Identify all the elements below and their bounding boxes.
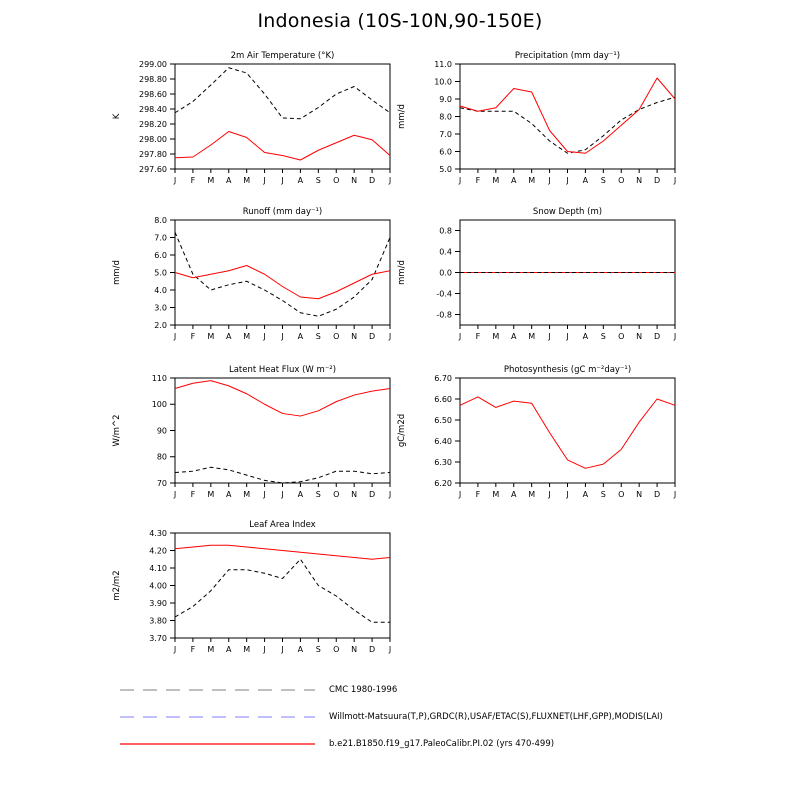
svg-text:J: J <box>458 176 462 185</box>
svg-text:N: N <box>636 332 643 341</box>
svg-text:J: J <box>673 332 677 341</box>
svg-text:A: A <box>582 332 589 341</box>
svg-text:M: M <box>243 332 251 341</box>
svg-text:-0.8: -0.8 <box>436 310 452 320</box>
svg-text:K: K <box>112 113 122 120</box>
svg-text:A: A <box>226 176 232 185</box>
svg-text:W/m^2: W/m^2 <box>112 414 122 447</box>
svg-text:6.0: 6.0 <box>154 250 167 260</box>
svg-text:3.70: 3.70 <box>149 633 167 643</box>
svg-text:J: J <box>548 332 551 341</box>
svg-text:N: N <box>351 332 358 341</box>
svg-text:D: D <box>653 176 661 185</box>
legend-label: CMC 1980-1996 <box>329 684 398 695</box>
legend-line-dashed-blue <box>120 712 315 722</box>
svg-text:M: M <box>207 176 215 185</box>
svg-text:4.00: 4.00 <box>149 581 167 591</box>
legend-label: b.e21.B1850.f19_g17.PaleoCalibr.PI.02 (yrs 470-499) <box>329 738 555 749</box>
svg-text:A: A <box>226 645 232 654</box>
svg-text:M: M <box>492 332 500 341</box>
svg-text:297.80: 297.80 <box>139 149 167 159</box>
svg-text:J: J <box>388 176 392 185</box>
svg-text:D: D <box>368 176 376 185</box>
svg-text:mm/d: mm/d <box>397 104 407 129</box>
svg-text:6.30: 6.30 <box>434 457 452 467</box>
svg-text:A: A <box>582 490 589 499</box>
svg-text:J: J <box>263 332 266 341</box>
svg-text:5.0: 5.0 <box>154 268 167 278</box>
svg-text:Photosynthesis (gC m⁻²day⁻¹): Photosynthesis (gC m⁻²day⁻¹) <box>503 365 632 375</box>
svg-text:A: A <box>297 645 304 654</box>
svg-text:F: F <box>190 332 196 341</box>
svg-text:O: O <box>333 490 340 499</box>
svg-text:298.80: 298.80 <box>139 74 167 84</box>
svg-text:7.0: 7.0 <box>439 129 452 139</box>
svg-text:J: J <box>173 176 177 185</box>
svg-text:M: M <box>528 490 536 499</box>
svg-text:J: J <box>548 490 551 499</box>
svg-text:2m Air Temperature (°K): 2m Air Temperature (°K) <box>230 51 335 61</box>
svg-text:70: 70 <box>156 478 167 488</box>
svg-text:J: J <box>263 645 266 654</box>
svg-text:A: A <box>511 332 517 341</box>
svg-text:A: A <box>297 490 304 499</box>
svg-text:298.00: 298.00 <box>139 134 167 144</box>
svg-text:A: A <box>226 332 232 341</box>
chart-svg <box>375 204 683 344</box>
svg-text:298.20: 298.20 <box>139 119 167 129</box>
svg-text:297.60: 297.60 <box>139 164 167 174</box>
svg-text:S: S <box>600 332 606 341</box>
svg-text:A: A <box>297 332 304 341</box>
svg-text:4.20: 4.20 <box>149 546 167 556</box>
svg-text:F: F <box>190 490 196 499</box>
svg-text:N: N <box>351 645 358 654</box>
svg-text:6.40: 6.40 <box>434 436 452 446</box>
svg-text:10.0: 10.0 <box>434 77 452 87</box>
svg-text:6.50: 6.50 <box>434 415 452 425</box>
svg-text:J: J <box>566 332 569 341</box>
chart-svg <box>90 48 398 188</box>
chart-2m-air-temperature <box>90 48 398 188</box>
svg-text:N: N <box>636 176 643 185</box>
svg-text:3.80: 3.80 <box>149 616 167 626</box>
svg-text:298.60: 298.60 <box>139 89 167 99</box>
svg-text:4.10: 4.10 <box>149 563 167 573</box>
svg-text:O: O <box>333 176 340 185</box>
svg-text:5.0: 5.0 <box>439 164 452 174</box>
svg-text:9.0: 9.0 <box>439 94 452 104</box>
chart-precipitation <box>375 48 683 188</box>
svg-text:J: J <box>566 176 569 185</box>
chart-leaf-area-index <box>90 517 398 657</box>
svg-text:S: S <box>315 332 321 341</box>
svg-text:Snow Depth (m): Snow Depth (m) <box>532 207 603 217</box>
svg-text:M: M <box>243 176 251 185</box>
svg-text:110: 110 <box>151 373 167 383</box>
svg-text:M: M <box>207 645 215 654</box>
svg-text:N: N <box>351 490 358 499</box>
svg-text:M: M <box>492 490 500 499</box>
svg-text:A: A <box>511 176 517 185</box>
svg-text:M: M <box>528 332 536 341</box>
svg-text:8.0: 8.0 <box>154 215 167 225</box>
chart-svg <box>375 48 683 188</box>
svg-text:4.30: 4.30 <box>149 528 167 538</box>
svg-text:S: S <box>315 645 321 654</box>
svg-text:J: J <box>281 332 284 341</box>
svg-text:A: A <box>226 490 232 499</box>
svg-text:O: O <box>618 490 625 499</box>
svg-text:D: D <box>368 645 376 654</box>
legend-item <box>120 703 780 730</box>
svg-text:M: M <box>492 176 500 185</box>
svg-text:6.60: 6.60 <box>434 394 452 404</box>
svg-text:A: A <box>511 490 517 499</box>
chart-svg <box>90 204 398 344</box>
svg-text:J: J <box>458 332 462 341</box>
svg-text:Runoff (mm day⁻¹): Runoff (mm day⁻¹) <box>242 207 323 217</box>
svg-text:J: J <box>548 176 551 185</box>
svg-text:3.0: 3.0 <box>154 303 167 313</box>
svg-text:J: J <box>173 645 177 654</box>
svg-text:100: 100 <box>151 400 167 410</box>
svg-text:6.0: 6.0 <box>439 147 452 157</box>
svg-text:S: S <box>315 176 321 185</box>
svg-text:3.90: 3.90 <box>149 598 167 608</box>
svg-text:gC/m2d: gC/m2d <box>397 413 407 448</box>
legend-item <box>120 730 780 757</box>
svg-text:J: J <box>263 176 266 185</box>
svg-text:6.70: 6.70 <box>434 373 452 383</box>
svg-text:mm/d: mm/d <box>112 260 122 285</box>
svg-text:N: N <box>636 490 643 499</box>
svg-text:J: J <box>566 490 569 499</box>
svg-text:J: J <box>263 490 266 499</box>
svg-text:299.00: 299.00 <box>139 59 167 69</box>
chart-svg <box>90 362 398 502</box>
svg-text:S: S <box>600 490 606 499</box>
svg-text:F: F <box>475 332 481 341</box>
svg-text:J: J <box>388 332 392 341</box>
svg-text:80: 80 <box>156 452 167 462</box>
svg-text:S: S <box>315 490 321 499</box>
svg-text:D: D <box>653 332 661 341</box>
svg-text:J: J <box>281 490 284 499</box>
svg-text:O: O <box>333 645 340 654</box>
svg-text:11.0: 11.0 <box>434 59 452 69</box>
svg-text:J: J <box>281 176 284 185</box>
svg-text:D: D <box>368 490 376 499</box>
chart-svg <box>375 362 683 502</box>
svg-text:Leaf Area Index: Leaf Area Index <box>249 520 316 530</box>
svg-text:0.4: 0.4 <box>439 247 452 257</box>
svg-text:90: 90 <box>156 426 167 436</box>
svg-text:7.0: 7.0 <box>154 233 167 243</box>
svg-text:F: F <box>475 490 481 499</box>
svg-text:O: O <box>333 332 340 341</box>
chart-snow-depth <box>375 204 683 344</box>
svg-text:M: M <box>207 490 215 499</box>
svg-text:O: O <box>618 332 625 341</box>
svg-text:J: J <box>458 490 462 499</box>
svg-text:O: O <box>618 176 625 185</box>
svg-text:-0.4: -0.4 <box>436 289 452 299</box>
legend-line-solid-red <box>120 739 315 749</box>
page-title: Indonesia (10S-10N,90-150E) <box>257 10 543 32</box>
svg-text:F: F <box>475 176 481 185</box>
svg-text:6.20: 6.20 <box>434 478 452 488</box>
svg-text:J: J <box>388 490 392 499</box>
svg-text:298.40: 298.40 <box>139 104 167 114</box>
svg-text:A: A <box>297 176 304 185</box>
svg-text:A: A <box>582 176 589 185</box>
svg-text:M: M <box>243 645 251 654</box>
svg-text:Latent Heat Flux (W m⁻²): Latent Heat Flux (W m⁻²) <box>228 365 337 375</box>
chart-svg <box>90 517 398 657</box>
svg-text:D: D <box>368 332 376 341</box>
svg-text:J: J <box>673 176 677 185</box>
svg-text:4.0: 4.0 <box>154 285 167 295</box>
svg-text:J: J <box>173 332 177 341</box>
svg-text:N: N <box>351 176 358 185</box>
legend-line-dashed-gray <box>120 685 315 695</box>
legend <box>120 676 780 757</box>
svg-text:0.8: 0.8 <box>439 226 452 236</box>
svg-text:D: D <box>653 490 661 499</box>
svg-text:M: M <box>207 332 215 341</box>
chart-latent-heat-flux <box>90 362 398 502</box>
svg-text:Precipitation (mm day⁻¹): Precipitation (mm day⁻¹) <box>514 51 621 61</box>
legend-item <box>120 676 780 703</box>
svg-text:M: M <box>243 490 251 499</box>
svg-text:J: J <box>673 490 677 499</box>
svg-text:8.0: 8.0 <box>439 112 452 122</box>
svg-text:M: M <box>528 176 536 185</box>
svg-text:S: S <box>600 176 606 185</box>
svg-text:J: J <box>388 645 392 654</box>
chart-photosynthesis <box>375 362 683 502</box>
chart-runoff <box>90 204 398 344</box>
svg-text:0.0: 0.0 <box>439 268 452 278</box>
svg-text:F: F <box>190 176 196 185</box>
legend-label: Willmott-Matsuura(T,P),GRDC(R),USAF/ETAC(S),FLUXNET(LHF,GPP),MODIS(LAI) <box>329 711 663 722</box>
svg-text:2.0: 2.0 <box>154 320 167 330</box>
svg-text:J: J <box>281 645 284 654</box>
svg-text:m2/m2: m2/m2 <box>112 570 122 601</box>
svg-text:J: J <box>173 490 177 499</box>
svg-text:mm/d: mm/d <box>397 260 407 285</box>
svg-text:F: F <box>190 645 196 654</box>
